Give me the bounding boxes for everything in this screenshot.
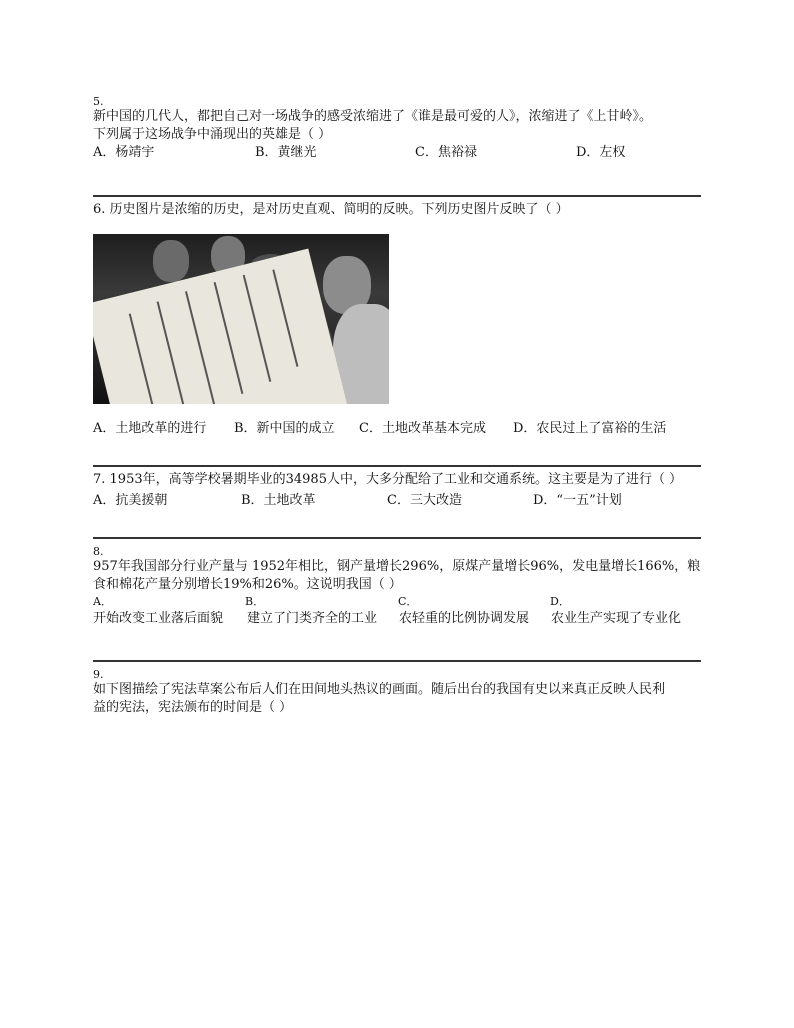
option-a-letter: A． (93, 595, 112, 608)
option-b[interactable]: B．土地改革 (241, 493, 316, 508)
divider (93, 465, 701, 467)
question-7 (93, 471, 701, 510)
question-stem-line: 新中国的几代人，都把自己对一场战争的感受浓缩进了《谁是最可爱的人》，浓缩进了《上甘岭》。 (93, 109, 653, 124)
option-b[interactable]: 建立了门类齐全的工业 (247, 611, 378, 626)
option-c-letter: C． (398, 595, 418, 608)
option-c[interactable]: C．三大改造 (387, 493, 462, 508)
options-row (93, 144, 701, 162)
options-row (93, 420, 701, 438)
divider (93, 660, 701, 662)
question-stem-line: 食和棉花产量分别增长19%和26%。这说明我国（ ） (93, 577, 402, 592)
question-6-options (93, 420, 701, 438)
question-number: 8. (93, 545, 104, 558)
option-b[interactable]: B．黄继光 (255, 145, 317, 160)
option-d[interactable]: D．农民过上了富裕的生活 (513, 421, 667, 436)
option-letters-row (93, 594, 701, 610)
option-d-letter: D． (550, 595, 570, 608)
question-stem-line: 957年我国部分行业产量与 1952年相比，钢产量增长296%，原煤产量增长96%，发电量增长166%，粮 (93, 559, 701, 574)
option-b[interactable]: B．新中国的成立 (234, 421, 335, 436)
question-number: 5. (93, 95, 104, 108)
divider (93, 195, 701, 197)
question-stem-line: 7. 1953年，高等学校暑期毕业的34985人中，大多分配给了工业和交通系统。这主要是为了进行（ ） (93, 472, 683, 487)
question-number: 9. (93, 668, 104, 681)
question-8 (93, 545, 701, 628)
question-9 (93, 668, 701, 717)
option-c[interactable]: C．土地改革基本完成 (359, 421, 486, 436)
option-a[interactable]: A．杨靖宇 (93, 145, 155, 160)
options-row (93, 610, 701, 628)
option-a[interactable]: A．抗美援朝 (93, 493, 168, 508)
option-a[interactable]: 开始改变工业落后面貌 (93, 611, 224, 626)
option-c[interactable]: 农轻重的比例协调发展 (399, 611, 530, 626)
divider (93, 537, 701, 539)
question-6 (93, 201, 701, 219)
option-d[interactable]: D．“一五”计划 (533, 493, 622, 508)
question-5 (93, 95, 701, 162)
option-c[interactable]: C．焦裕禄 (415, 145, 477, 160)
options-row (93, 492, 701, 510)
question-stem-line: 6. 历史图片是浓缩的历史，是对历史直观、简明的反映。下列历史图片反映了（ ） (93, 202, 569, 217)
option-a[interactable]: A．土地改革的进行 (93, 421, 207, 436)
question-stem-line: 如下图描绘了宪法草案公布后人们在田间地头热议的画面。随后出台的我国有史以来真正反映人民利 (93, 682, 666, 697)
option-b-letter: B． (245, 595, 265, 608)
option-d[interactable]: D．左权 (576, 145, 626, 160)
question-stem-line: 下列属于这场战争中涌现出的英雄是（ ） (93, 127, 332, 142)
option-d[interactable]: 农业生产实现了专业化 (551, 611, 682, 626)
historical-photo (93, 234, 389, 404)
question-stem-line: 益的宪法，宪法颁布的时间是（ ） (93, 700, 293, 715)
